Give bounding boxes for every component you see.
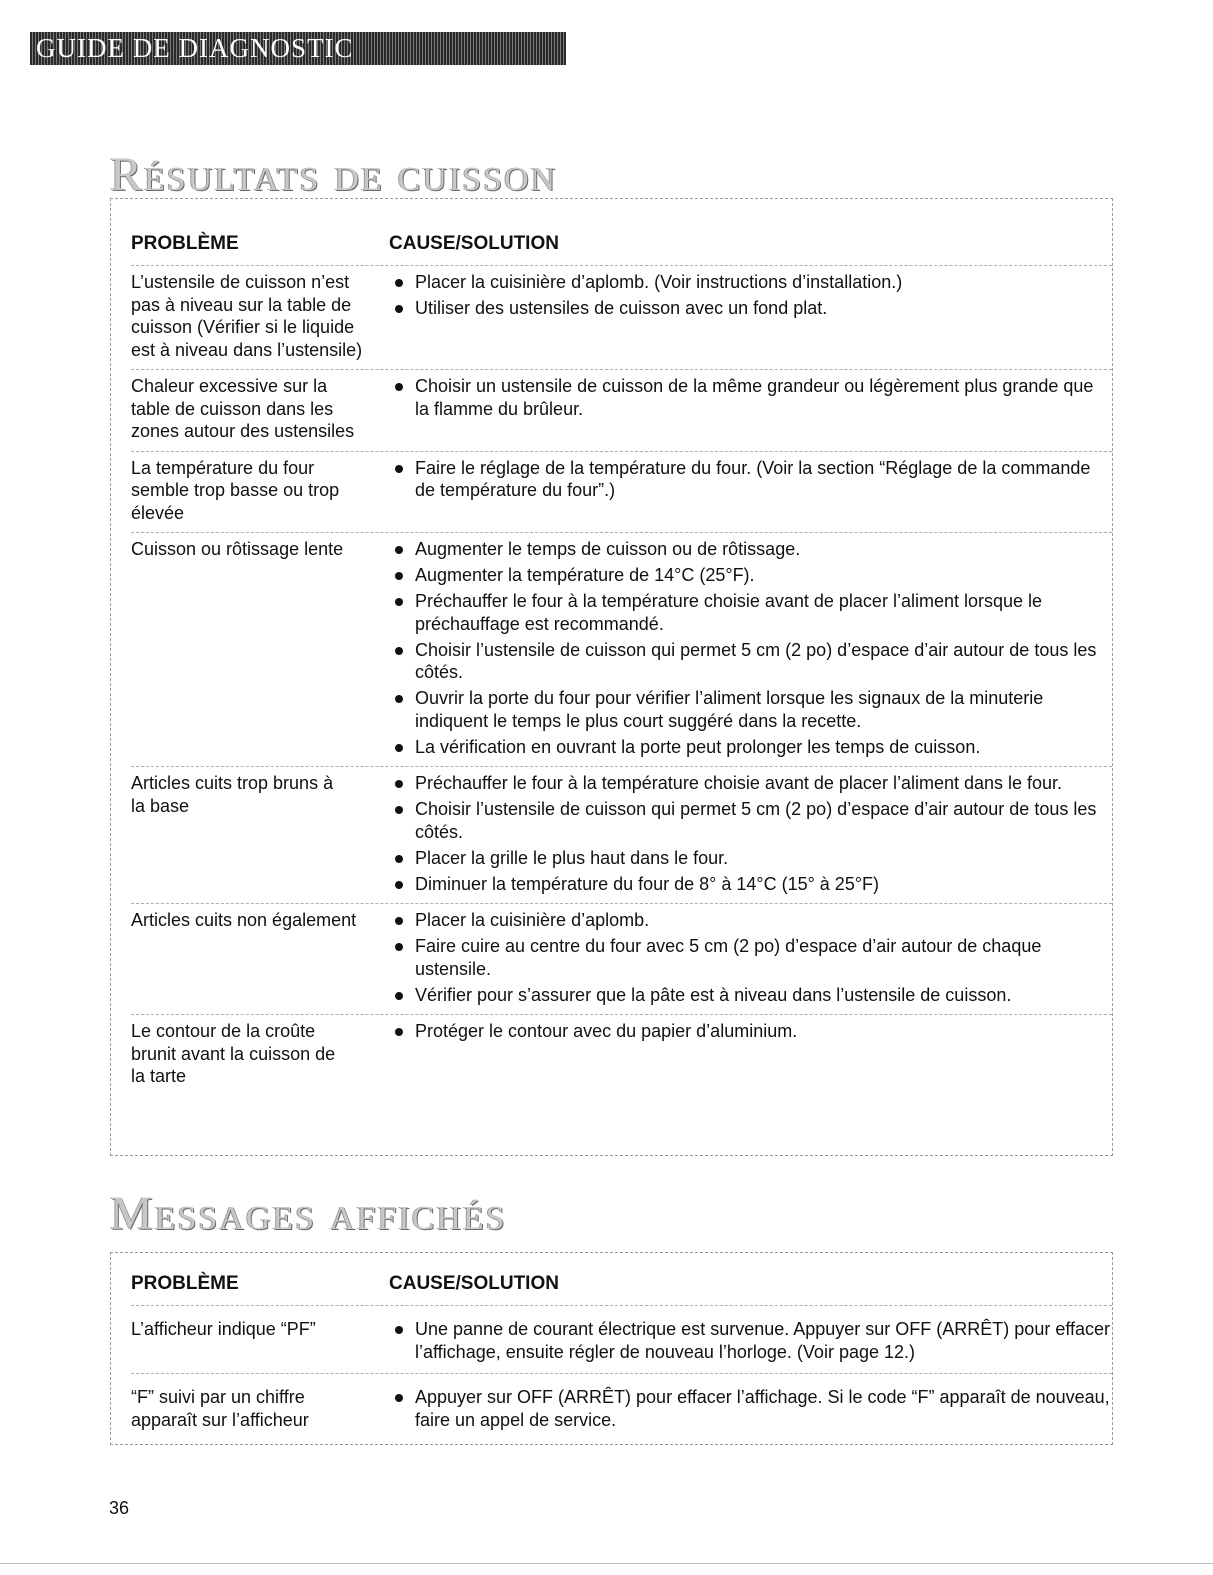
- solution-cell: [389, 1386, 1112, 1431]
- solution-item: Placer la cuisinière d’aplomb. (Voir instructions d’installation.): [389, 271, 1112, 294]
- solution-item: Vérifier pour s’assurer que la pâte est à niveau dans l’ustensile de cuisson.: [389, 984, 1112, 1007]
- problem-cell: Le contour de la croûte brunit avant la cuisson de la tarte: [131, 1021, 336, 1086]
- solution-list: [389, 772, 1112, 895]
- table-row: [131, 370, 1112, 452]
- problem-cell: Cuisson ou rôtissage lente: [131, 539, 344, 559]
- solution-item: Ouvrir la porte du four pour vérifier l’aliment lorsque les signaux de la minuterie indiquent le temps le plus court suggéré dans la recette.: [389, 687, 1112, 732]
- solution-cell: [389, 909, 1112, 1006]
- solution-list: [389, 271, 1112, 320]
- cooking-results-table: [110, 198, 1113, 1156]
- problem-column-header: PROBLÈME: [131, 1273, 239, 1294]
- solution-item: Augmenter la température de 14°C (25°F).: [389, 564, 1112, 587]
- problem-cell: Articles cuits trop bruns à la base: [131, 773, 334, 816]
- solution-item: Choisir l’ustensile de cuisson qui permet 5 cm (2 po) d’espace d’air autour de tous les côtés.: [389, 798, 1112, 843]
- solution-item: Protéger le contour avec du papier d’aluminium.: [389, 1020, 1112, 1043]
- table-row: [131, 1015, 1112, 1096]
- table-grid: [131, 1273, 1112, 1441]
- solution-list: [389, 1020, 1112, 1043]
- problem-cell: L’ustensile de cuisson n’est pas à niveau sur la table de cuisson (Vérifier si le liquide est à niveau dans l’ustensile): [131, 272, 363, 360]
- solution-item: Faire le réglage de la température du four. (Voir la section “Réglage de la commande de température du four”.): [389, 457, 1112, 502]
- solution-cell: [389, 1318, 1112, 1363]
- solution-item: Placer la grille le plus haut dans le four.: [389, 847, 1112, 870]
- table-row: [131, 1306, 1112, 1374]
- problem-cell: Articles cuits non également: [131, 910, 357, 930]
- solution-list: [389, 1386, 1112, 1431]
- solution-item: Préchauffer le four à la température choisie avant de placer l’aliment lorsque le préchauffage est recommandé.: [389, 590, 1112, 635]
- section-title-display-messages: Messages affichés: [110, 1187, 507, 1240]
- solution-cell: [389, 271, 1112, 361]
- solution-cell: [389, 457, 1112, 525]
- table-body: [131, 1306, 1112, 1441]
- solution-item: Utiliser des ustensiles de cuisson avec un fond plat.: [389, 297, 1112, 320]
- solution-list: [389, 375, 1112, 420]
- banner-label: GUIDE DE DIAGNOSTIC: [36, 33, 354, 63]
- solution-cell: [389, 1020, 1112, 1088]
- solution-list: [389, 909, 1112, 1006]
- table-row: [131, 767, 1112, 904]
- table-row: [131, 904, 1112, 1015]
- solution-list: [389, 457, 1112, 502]
- page-number: 36: [109, 1498, 130, 1518]
- problem-cell: L’afficheur indique “PF”: [131, 1319, 316, 1339]
- solution-item: Placer la cuisinière d’aplomb.: [389, 909, 1112, 932]
- problem-cell: “F” suivi par un chiffre apparaît sur l’afficheur: [131, 1387, 309, 1430]
- solution-item: Une panne de courant électrique est survenue. Appuyer sur OFF (ARRÊT) pour effacer l’affichage, ensuite régler de nouveau l’horloge. (Voir page 12.): [389, 1318, 1112, 1363]
- solution-item: La vérification en ouvrant la porte peut prolonger les temps de cuisson.: [389, 736, 1112, 759]
- solution-item: Préchauffer le four à la température choisie avant de placer l’aliment dans le four.: [389, 772, 1112, 795]
- table-header-row: [131, 233, 1112, 266]
- solution-cell: [389, 772, 1112, 895]
- table-body: [131, 266, 1112, 1096]
- section-title-cooking-results: Résultats de cuisson: [110, 148, 558, 201]
- problem-cell: La température du four semble trop basse ou trop élevée: [131, 457, 340, 523]
- solution-cell: [389, 538, 1112, 758]
- solution-item: Appuyer sur OFF (ARRÊT) pour effacer l’affichage. Si le code “F” apparaît de nouveau, faire un appel de service.: [389, 1386, 1112, 1431]
- solution-item: Diminuer la température du four de 8° à 14°C (15° à 25°F): [389, 873, 1112, 896]
- solution-cell: [389, 375, 1112, 443]
- solution-list: [389, 1318, 1112, 1363]
- table-grid: [131, 233, 1112, 1096]
- table-row: [131, 452, 1112, 534]
- solution-item: Choisir un ustensile de cuisson de la même grandeur ou légèrement plus grande que la flamme du brûleur.: [389, 375, 1112, 420]
- problem-column-header: PROBLÈME: [131, 233, 239, 254]
- solution-item: Augmenter le temps de cuisson ou de rôtissage.: [389, 538, 1112, 561]
- table-row: [131, 266, 1112, 370]
- table-row: [131, 1374, 1112, 1441]
- solution-item: Choisir l’ustensile de cuisson qui permet 5 cm (2 po) d’espace d’air autour de tous les côtés.: [389, 639, 1112, 684]
- bottom-rule: [0, 1563, 1213, 1564]
- solution-item: Faire cuire au centre du four avec 5 cm (2 po) d’espace d’air autour de chaque ustensile.: [389, 935, 1112, 980]
- table-row: [131, 533, 1112, 767]
- solution-list: [389, 538, 1112, 758]
- solution-column-header: CAUSE/SOLUTION: [389, 233, 559, 254]
- display-messages-table: [110, 1252, 1113, 1445]
- table-header-row: [131, 1273, 1112, 1306]
- solution-column-header: CAUSE/SOLUTION: [389, 1273, 559, 1294]
- problem-cell: Chaleur excessive sur la table de cuisson dans les zones autour des ustensiles: [131, 376, 355, 441]
